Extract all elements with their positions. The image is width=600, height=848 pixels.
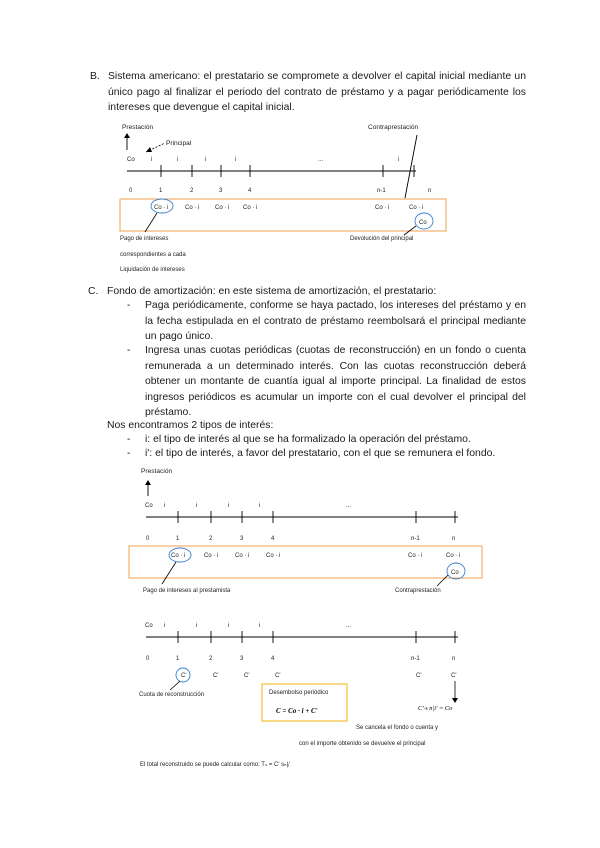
bullet-1: Paga periódicamente, conforme se haya pactado, los intereses del préstamo y en la fecha estipulada en el contrato de préstamo reembolsará el principal mediante un pago único. [145, 300, 526, 343]
period-2: 2 [190, 188, 194, 194]
principal-label: Principal [166, 140, 192, 147]
svg-text:i: i [398, 157, 400, 163]
svg-text:i: i [235, 157, 237, 163]
d3-period-n: n [452, 656, 456, 662]
svg-text:i: i [177, 157, 179, 163]
period-4: 4 [248, 188, 252, 194]
d2-period-4: 4 [271, 536, 275, 542]
c-prime-6: C' [451, 673, 457, 679]
co-2-label: Co [145, 503, 153, 509]
prestacion-label: Prestación [122, 124, 154, 131]
interest-5: Co · i [375, 205, 390, 211]
section-b-text: Sistema americano: el prestatario se compromete a devolver el capital inicial mediante un único pago al finalizar el periodo del contrato de préstamo y a pagar periódicamente los intereses que devengue el capital inicial. [108, 71, 526, 114]
cuota-label: Cuota de reconstrucción [139, 692, 205, 698]
dots-2: ... [346, 503, 352, 509]
tipo-dash-1: - [127, 434, 131, 445]
d2-interest-1: Co · i [171, 553, 186, 559]
bullet-dash-1: - [127, 300, 131, 311]
devuelve-label: con el importe obtenido se devuelve el principal [299, 741, 426, 747]
svg-text:i: i [259, 503, 261, 509]
section-c-marker: C. [88, 286, 99, 297]
svg-text:i: i [205, 157, 207, 163]
svg-text:i: i [151, 157, 153, 163]
d2-interest-3: Co · i [235, 553, 250, 559]
section-c-intro: Fondo de amortización: en este sistema de amortización, el prestatario: [107, 286, 437, 297]
d2-period-0: 0 [146, 536, 150, 542]
d3-period-2: 2 [209, 656, 213, 662]
cancela-label: Se cancela el fondo o cuenta y [356, 725, 439, 731]
c-prime-2: C' [213, 673, 219, 679]
d2-contraprestacion: Contraprestación [395, 588, 441, 594]
tipos-intro: Nos encontramos 2 tipos de interés: [107, 420, 274, 431]
pago-intereses: Pago de intereses [120, 236, 169, 242]
d2-period-1: 1 [176, 536, 180, 542]
svg-text:i: i [196, 503, 198, 509]
d2-interest-5: Co · i [408, 553, 423, 559]
bullet-dash-2: - [127, 345, 131, 356]
prestacion-2-label: Prestación [141, 468, 173, 475]
period-3: 3 [219, 188, 223, 194]
d2-interest-4: Co · i [266, 553, 281, 559]
interest-6: Co · i [409, 205, 424, 211]
d2-period-n-1: n-1 [411, 536, 420, 542]
d3-period-0: 0 [146, 656, 150, 662]
d3-dots: ... [346, 623, 352, 629]
svg-text:i: i [196, 623, 198, 629]
d2-period-n: n [452, 536, 456, 542]
d3-period-4: 4 [271, 656, 275, 662]
d3-period-3: 3 [240, 656, 244, 662]
svg-text:i: i [259, 623, 261, 629]
d2-period-3: 3 [240, 536, 244, 542]
period-0: 0 [129, 188, 133, 194]
co-circle-label: Co [419, 220, 427, 226]
co-label: Co [127, 157, 135, 163]
contraprestacion-label: Contraprestación [368, 124, 419, 131]
interest-1: Co · i [154, 205, 169, 211]
svg-text:i: i [164, 503, 166, 509]
d3-co-label: Co [145, 623, 153, 629]
correspondientes: correspondientes a cada [120, 252, 186, 258]
interest-4: Co · i [243, 205, 258, 211]
d2-co-circle-label: Co [451, 570, 459, 576]
section-b-marker: B. [90, 71, 100, 82]
interest-2: Co · i [185, 205, 200, 211]
liquidacion: Liquidación de intereses [120, 267, 185, 273]
tipo-dash-2: - [127, 448, 131, 459]
svg-text:i: i [228, 623, 230, 629]
d2-period-2: 2 [209, 536, 213, 542]
period-n: n [428, 188, 432, 194]
dots-label: ... [318, 157, 324, 163]
period-n-1: n-1 [377, 188, 386, 194]
tipo-2: i': el tipo de interés, a favor del prestatario, con el que se remunera el fondo. [145, 448, 496, 459]
devolucion: Devolución del principal [350, 236, 414, 242]
final-formula: C'·s n|i' = Co [418, 705, 453, 712]
bullet-2: Ingresa unas cuotas periódicas (cuotas de reconstrucción) en un fondo o cuenta remunerada a un determinado interés. Con las cuotas reconstrucción deberá obtener un montante de cuantía igual al importe principal. La finalidad de estos ingresos periódicos es acumular un importe con el cual devolver el principal del préstamo. [145, 345, 526, 419]
interest-3: Co · i [215, 205, 230, 211]
total-label: El total reconstruido se puede calcular como: Tₛ = C' sₙ|ᵢ' [140, 762, 291, 768]
svg-text:i: i [228, 503, 230, 509]
c-prime-3: C' [244, 673, 250, 679]
desembolso-title: Desembolso periódico [269, 690, 329, 696]
d3-period-1: 1 [176, 656, 180, 662]
c-prime-4: C' [275, 673, 281, 679]
d2-interest-6: Co · i [446, 553, 461, 559]
c-prime-5: C' [416, 673, 422, 679]
d3-period-n-1: n-1 [411, 656, 420, 662]
pago-prestamista: Pago de intereses al prestamista [143, 588, 231, 594]
desembolso-formula: C = Co · i + C' [276, 707, 318, 715]
d2-interest-2: Co · i [204, 553, 219, 559]
c-prime-1: C' [181, 673, 187, 679]
svg-text:i: i [164, 623, 166, 629]
tipo-1: i: el tipo de interés al que se ha formalizado la operación del préstamo. [145, 434, 471, 445]
period-1: 1 [159, 188, 163, 194]
